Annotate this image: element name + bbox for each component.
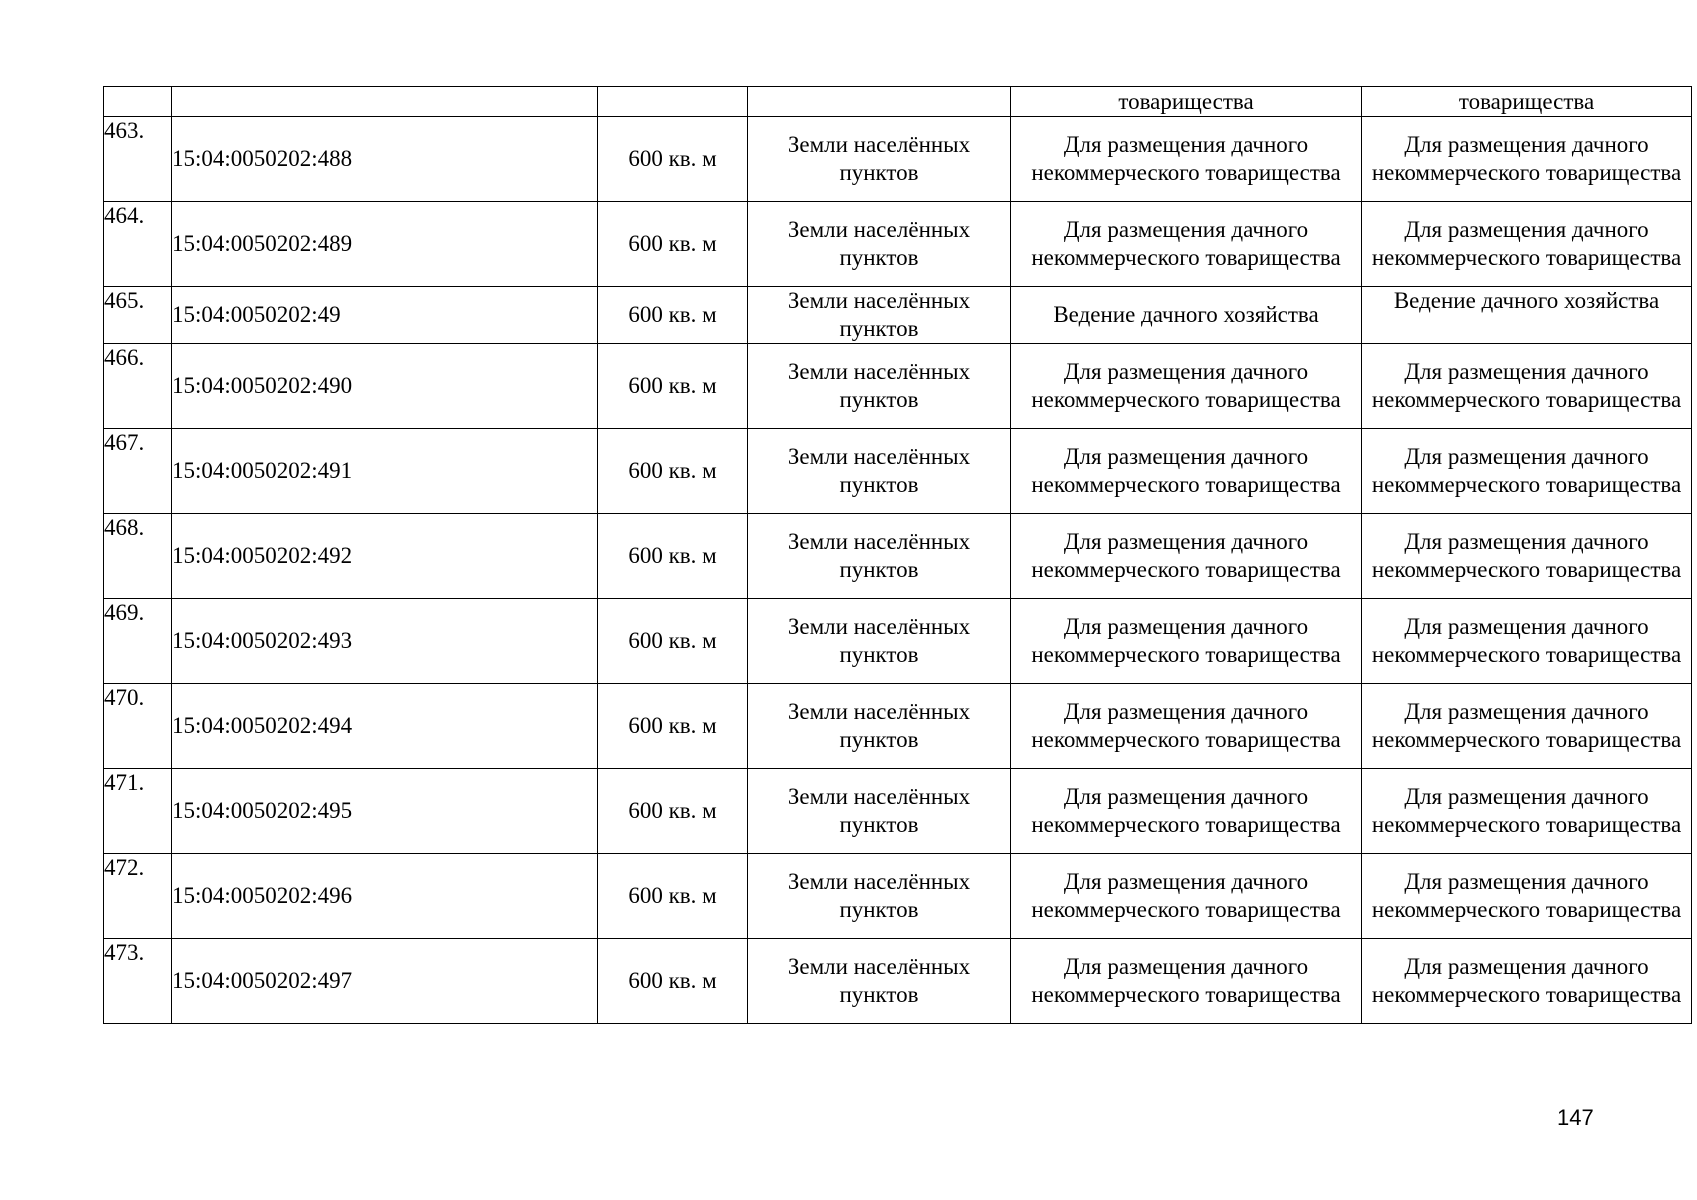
cell-cadastral: 15:04:0050202:493: [172, 599, 598, 684]
cell-number: [104, 87, 172, 117]
cell-use-permitted: Для размещения дачного некоммерческого товарищества: [1011, 769, 1362, 854]
cell-use-actual: Для размещения дачного некоммерческого товарищества: [1362, 429, 1692, 514]
cell-use-permitted: Для размещения дачного некоммерческого товарищества: [1011, 854, 1362, 939]
cell-use-actual: товарищества: [1362, 87, 1692, 117]
table-row: [104, 429, 1692, 514]
cell-use-permitted: Для размещения дачного некоммерческого товарищества: [1011, 939, 1362, 1024]
cell-area: 600 кв. м: [598, 769, 748, 854]
cell-use-permitted: Для размещения дачного некоммерческого товарищества: [1011, 599, 1362, 684]
cell-cadastral: 15:04:0050202:492: [172, 514, 598, 599]
cell-number: 464.: [104, 202, 172, 287]
cell-category: Земли населённых пунктов: [748, 429, 1011, 514]
cell-area: 600 кв. м: [598, 514, 748, 599]
cell-cadastral: 15:04:0050202:494: [172, 684, 598, 769]
cell-use-actual: Для размещения дачного некоммерческого товарищества: [1362, 514, 1692, 599]
table-row: [104, 514, 1692, 599]
cell-use-actual: Для размещения дачного некоммерческого товарищества: [1362, 202, 1692, 287]
table-row-continuation: [104, 87, 1692, 117]
cell-number: 471.: [104, 769, 172, 854]
cell-area: 600 кв. м: [598, 202, 748, 287]
cell-use-permitted: товарищества: [1011, 87, 1362, 117]
cell-use-actual: Для размещения дачного некоммерческого товарищества: [1362, 599, 1692, 684]
cell-cadastral: 15:04:0050202:491: [172, 429, 598, 514]
cell-cadastral: 15:04:0050202:490: [172, 344, 598, 429]
cell-category: Земли населённых пунктов: [748, 344, 1011, 429]
cell-number: 470.: [104, 684, 172, 769]
cell-use-permitted: Для размещения дачного некоммерческого товарищества: [1011, 344, 1362, 429]
cell-use-permitted: Для размещения дачного некоммерческого товарищества: [1011, 684, 1362, 769]
table-row: [104, 344, 1692, 429]
cell-category: Земли населённых пунктов: [748, 202, 1011, 287]
cell-cadastral: 15:04:0050202:497: [172, 939, 598, 1024]
table-row: [104, 599, 1692, 684]
cell-category: Земли населённых пунктов: [748, 939, 1011, 1024]
cell-use-actual: Для размещения дачного некоммерческого товарищества: [1362, 854, 1692, 939]
table-row: [104, 287, 1692, 344]
cell-number: 467.: [104, 429, 172, 514]
table-row: [104, 769, 1692, 854]
cell-category: [748, 87, 1011, 117]
cell-use-permitted: Для размещения дачного некоммерческого товарищества: [1011, 202, 1362, 287]
table-row: [104, 202, 1692, 287]
cell-use-actual: Для размещения дачного некоммерческого товарищества: [1362, 769, 1692, 854]
cell-number: 472.: [104, 854, 172, 939]
cell-cadastral: 15:04:0050202:489: [172, 202, 598, 287]
cell-use-permitted: Для размещения дачного некоммерческого товарищества: [1011, 429, 1362, 514]
cell-cadastral: 15:04:0050202:49: [172, 287, 598, 344]
cell-cadastral: 15:04:0050202:488: [172, 117, 598, 202]
cell-number: 473.: [104, 939, 172, 1024]
cell-use-actual: Ведение дачного хозяйства: [1362, 287, 1692, 344]
cell-number: 463.: [104, 117, 172, 202]
table-row: [104, 854, 1692, 939]
cell-category: Земли населённых пунктов: [748, 117, 1011, 202]
table-row: [104, 939, 1692, 1024]
cell-area: 600 кв. м: [598, 287, 748, 344]
cell-use-actual: Для размещения дачного некоммерческого товарищества: [1362, 684, 1692, 769]
cell-use-permitted: Ведение дачного хозяйства: [1011, 287, 1362, 344]
cell-area: 600 кв. м: [598, 117, 748, 202]
land-plots-table: [103, 86, 1692, 1024]
cell-use-permitted: Для размещения дачного некоммерческого товарищества: [1011, 117, 1362, 202]
cell-use-actual: Для размещения дачного некоммерческого товарищества: [1362, 939, 1692, 1024]
cell-area: 600 кв. м: [598, 429, 748, 514]
cell-category: Земли населённых пунктов: [748, 769, 1011, 854]
cell-category: Земли населённых пунктов: [748, 514, 1011, 599]
cell-use-actual: Для размещения дачного некоммерческого товарищества: [1362, 117, 1692, 202]
cell-area: [598, 87, 748, 117]
cell-cadastral: 15:04:0050202:495: [172, 769, 598, 854]
cell-category: Земли населённых пунктов: [748, 854, 1011, 939]
cell-use-actual: Для размещения дачного некоммерческого товарищества: [1362, 344, 1692, 429]
cell-cadastral: 15:04:0050202:496: [172, 854, 598, 939]
cell-area: 600 кв. м: [598, 684, 748, 769]
cell-number: 465.: [104, 287, 172, 344]
cell-cadastral: [172, 87, 598, 117]
cell-number: 468.: [104, 514, 172, 599]
table-row: [104, 684, 1692, 769]
table-row: [104, 117, 1692, 202]
page-number: 147: [1557, 1105, 1594, 1130]
cell-area: 600 кв. м: [598, 344, 748, 429]
cell-category: Земли населённых пунктов: [748, 287, 1011, 344]
cell-number: 469.: [104, 599, 172, 684]
cell-use-permitted: Для размещения дачного некоммерческого товарищества: [1011, 514, 1362, 599]
cell-area: 600 кв. м: [598, 939, 748, 1024]
cell-area: 600 кв. м: [598, 854, 748, 939]
cell-area: 600 кв. м: [598, 599, 748, 684]
cell-number: 466.: [104, 344, 172, 429]
cell-category: Земли населённых пунктов: [748, 599, 1011, 684]
cell-category: Земли населённых пунктов: [748, 684, 1011, 769]
